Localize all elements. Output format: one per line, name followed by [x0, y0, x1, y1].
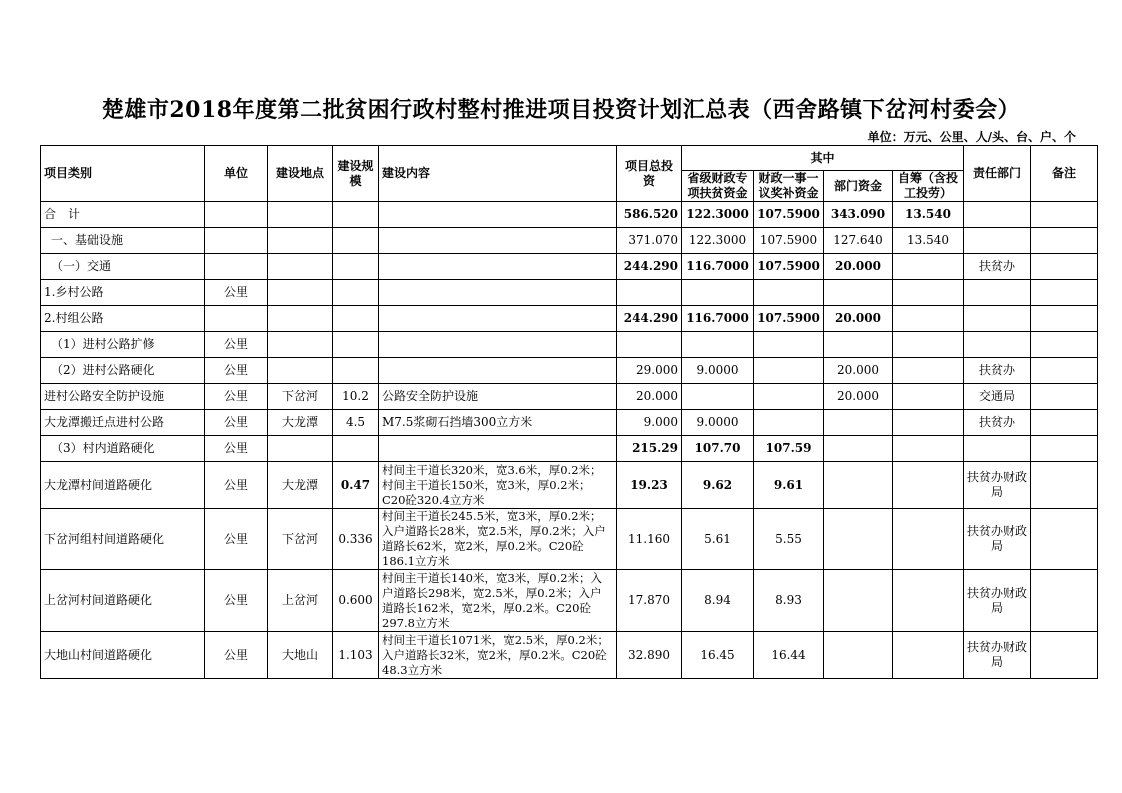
cell-scale: 4.5 [333, 410, 379, 436]
cell-location: 大龙潭 [268, 410, 333, 436]
cell-responsible [964, 280, 1031, 306]
cell-category: （1）进村公路扩修 [41, 332, 205, 358]
cell-total: 586.520 [617, 202, 682, 228]
cell-dept [824, 509, 893, 570]
cell-self [893, 410, 964, 436]
cell-dept [824, 280, 893, 306]
cell-location [268, 202, 333, 228]
table-row [41, 462, 1098, 509]
cell-content: M7.5浆砌石挡墙300立方米 [379, 410, 617, 436]
table-row [41, 254, 1098, 280]
cell-unit: 公里 [205, 384, 268, 410]
table-row [41, 384, 1098, 410]
cell-remarks [1031, 570, 1098, 632]
cell-unit [205, 228, 268, 254]
table-row [41, 509, 1098, 570]
cell-total: 9.000 [617, 410, 682, 436]
cell-total [617, 280, 682, 306]
header-category: 项目类别 [41, 146, 205, 202]
cell-category: 大地山村间道路硬化 [41, 632, 205, 679]
cell-total: 32.890 [617, 632, 682, 679]
cell-one-matter: 5.55 [754, 509, 824, 570]
cell-unit: 公里 [205, 280, 268, 306]
cell-one-matter [754, 410, 824, 436]
cell-content [379, 358, 617, 384]
table-row [41, 436, 1098, 462]
cell-remarks [1031, 358, 1098, 384]
cell-scale: 1.103 [333, 632, 379, 679]
cell-provincial: 122.3000 [682, 202, 754, 228]
cell-one-matter: 107.5900 [754, 254, 824, 280]
cell-content: 村间主干道长245.5米，宽3米，厚0.2米；入户道路长28米，宽2.5米，厚0.2米；入户道路长62米，宽2米，厚0.2米。C20砼186.1立方米 [379, 509, 617, 570]
cell-remarks [1031, 332, 1098, 358]
table-row [41, 410, 1098, 436]
cell-responsible: 交通局 [964, 384, 1031, 410]
cell-remarks [1031, 410, 1098, 436]
cell-scale [333, 254, 379, 280]
cell-responsible [964, 306, 1031, 332]
cell-category: 进村公路安全防护设施 [41, 384, 205, 410]
cell-responsible: 扶贫办 [964, 358, 1031, 384]
cell-provincial: 9.0000 [682, 358, 754, 384]
cell-remarks [1031, 306, 1098, 332]
cell-unit: 公里 [205, 358, 268, 384]
cell-remarks [1031, 632, 1098, 679]
cell-content: 村间主干道长140米，宽3米，厚0.2米；入户道路长298米，宽2.5米，厚0.2米；入户道路长162米，宽2米，厚0.2米。C20砼297.8立方米 [379, 570, 617, 632]
cell-self [893, 280, 964, 306]
page-title: 楚雄市2018年度第二批贫困行政村整村推进项目投资计划汇总表（西舍路镇下岔河村委会） [101, 97, 1021, 123]
cell-category: （3）村内道路硬化 [41, 436, 205, 462]
cell-dept [824, 436, 893, 462]
cell-dept [824, 570, 893, 632]
cell-content: 村间主干道长320米，宽3.6米，厚0.2米；村间主干道长150米，宽3米，厚0.2米；C20砼320.4立方米 [379, 462, 617, 509]
cell-scale [333, 280, 379, 306]
cell-content [379, 306, 617, 332]
cell-self [893, 306, 964, 332]
cell-scale [333, 306, 379, 332]
cell-location [268, 280, 333, 306]
cell-location [268, 436, 333, 462]
cell-responsible: 扶贫办财政局 [964, 509, 1031, 570]
cell-content [379, 436, 617, 462]
cell-content [379, 332, 617, 358]
cell-unit: 公里 [205, 410, 268, 436]
cell-dept: 20.000 [824, 306, 893, 332]
cell-location [268, 332, 333, 358]
cell-total: 371.070 [617, 228, 682, 254]
header-content: 建设内容 [379, 146, 617, 202]
cell-total: 244.290 [617, 254, 682, 280]
cell-category: 大龙潭村间道路硬化 [41, 462, 205, 509]
cell-location [268, 306, 333, 332]
table-row [41, 358, 1098, 384]
cell-one-matter: 9.61 [754, 462, 824, 509]
cell-total [617, 332, 682, 358]
table-row [41, 202, 1098, 228]
cell-location: 大龙潭 [268, 462, 333, 509]
cell-one-matter [754, 332, 824, 358]
cell-unit [205, 202, 268, 228]
cell-self [893, 358, 964, 384]
cell-location: 下岔河 [268, 384, 333, 410]
cell-dept [824, 410, 893, 436]
cell-responsible: 扶贫办财政局 [964, 570, 1031, 632]
header-provincial: 省级财政专项扶贫资金 [682, 171, 754, 202]
cell-location: 下岔河 [268, 509, 333, 570]
cell-remarks [1031, 462, 1098, 509]
cell-unit: 公里 [205, 436, 268, 462]
cell-remarks [1031, 509, 1098, 570]
cell-unit: 公里 [205, 570, 268, 632]
cell-responsible: 扶贫办 [964, 254, 1031, 280]
cell-unit [205, 306, 268, 332]
table-body [41, 202, 1098, 679]
header-responsible: 责任部门 [964, 146, 1031, 202]
unit-note: 单位：万元、公里、人/头、台、户、个 [867, 130, 1076, 144]
cell-scale: 0.600 [333, 570, 379, 632]
cell-provincial: 9.0000 [682, 410, 754, 436]
table-row [41, 570, 1098, 632]
cell-total: 20.000 [617, 384, 682, 410]
header-dept: 部门资金 [824, 171, 893, 202]
cell-scale [333, 358, 379, 384]
cell-provincial: 116.7000 [682, 254, 754, 280]
cell-self: 13.540 [893, 202, 964, 228]
cell-unit [205, 254, 268, 280]
cell-scale [333, 436, 379, 462]
cell-dept: 127.640 [824, 228, 893, 254]
header-total: 项目总投资 [617, 146, 682, 202]
cell-self [893, 632, 964, 679]
header-unit: 单位 [205, 146, 268, 202]
cell-one-matter: 107.5900 [754, 202, 824, 228]
cell-provincial: 16.45 [682, 632, 754, 679]
cell-provincial [682, 384, 754, 410]
cell-dept [824, 332, 893, 358]
cell-provincial [682, 332, 754, 358]
cell-unit: 公里 [205, 632, 268, 679]
cell-location [268, 254, 333, 280]
cell-total: 11.160 [617, 509, 682, 570]
cell-responsible [964, 436, 1031, 462]
cell-provincial: 9.62 [682, 462, 754, 509]
cell-category: 1.乡村公路 [41, 280, 205, 306]
table-row [41, 332, 1098, 358]
cell-one-matter: 107.5900 [754, 306, 824, 332]
cell-one-matter [754, 280, 824, 306]
cell-self [893, 254, 964, 280]
cell-content [379, 202, 617, 228]
cell-scale: 0.47 [333, 462, 379, 509]
cell-dept: 343.090 [824, 202, 893, 228]
cell-content [379, 280, 617, 306]
cell-one-matter [754, 358, 824, 384]
cell-content: 公路安全防护设施 [379, 384, 617, 410]
cell-remarks [1031, 384, 1098, 410]
cell-remarks [1031, 202, 1098, 228]
cell-unit: 公里 [205, 509, 268, 570]
cell-total: 215.29 [617, 436, 682, 462]
cell-category: 大龙潭搬迁点进村公路 [41, 410, 205, 436]
cell-category: （2）进村公路硬化 [41, 358, 205, 384]
header-one-matter: 财政一事一议奖补资金 [754, 171, 824, 202]
cell-responsible: 扶贫办财政局 [964, 632, 1031, 679]
cell-remarks [1031, 280, 1098, 306]
cell-one-matter [754, 384, 824, 410]
cell-total: 17.870 [617, 570, 682, 632]
cell-self: 13.540 [893, 228, 964, 254]
cell-self [893, 332, 964, 358]
cell-location: 大地山 [268, 632, 333, 679]
cell-one-matter: 8.93 [754, 570, 824, 632]
cell-scale [333, 332, 379, 358]
cell-provincial: 122.3000 [682, 228, 754, 254]
cell-category: 一、基础设施 [41, 228, 205, 254]
cell-provincial: 5.61 [682, 509, 754, 570]
cell-responsible [964, 202, 1031, 228]
cell-content: 村间主干道长1071米，宽2.5米，厚0.2米；入户道路长32米，宽2米，厚0.2米。C20砼48.3立方米 [379, 632, 617, 679]
cell-content [379, 228, 617, 254]
cell-unit: 公里 [205, 332, 268, 358]
investment-table [40, 145, 1098, 679]
cell-location: 上岔河 [268, 570, 333, 632]
cell-responsible [964, 228, 1031, 254]
cell-scale: 0.336 [333, 509, 379, 570]
cell-self [893, 570, 964, 632]
table-row [41, 228, 1098, 254]
table-row [41, 632, 1098, 679]
header-self: 自筹（含投工投劳） [893, 171, 964, 202]
cell-total: 29.000 [617, 358, 682, 384]
cell-provincial: 116.7000 [682, 306, 754, 332]
cell-one-matter: 16.44 [754, 632, 824, 679]
cell-provincial: 107.70 [682, 436, 754, 462]
cell-content [379, 254, 617, 280]
cell-provincial [682, 280, 754, 306]
header-location: 建设地点 [268, 146, 333, 202]
header-of-which: 其中 [682, 146, 964, 171]
cell-responsible: 扶贫办 [964, 410, 1031, 436]
cell-responsible: 扶贫办财政局 [964, 462, 1031, 509]
cell-scale [333, 228, 379, 254]
cell-self [893, 462, 964, 509]
cell-remarks [1031, 228, 1098, 254]
cell-scale: 10.2 [333, 384, 379, 410]
cell-remarks [1031, 254, 1098, 280]
cell-responsible [964, 332, 1031, 358]
cell-location [268, 228, 333, 254]
cell-category: 上岔河村间道路硬化 [41, 570, 205, 632]
cell-category: 合 计 [41, 202, 205, 228]
cell-total: 19.23 [617, 462, 682, 509]
cell-self [893, 509, 964, 570]
cell-category: 下岔河组村间道路硬化 [41, 509, 205, 570]
cell-dept [824, 462, 893, 509]
table-row [41, 306, 1098, 332]
cell-dept: 20.000 [824, 384, 893, 410]
cell-dept: 20.000 [824, 358, 893, 384]
cell-dept: 20.000 [824, 254, 893, 280]
cell-dept [824, 632, 893, 679]
cell-self [893, 436, 964, 462]
cell-one-matter: 107.59 [754, 436, 824, 462]
cell-category: 2.村组公路 [41, 306, 205, 332]
cell-one-matter: 107.5900 [754, 228, 824, 254]
header-remarks: 备注 [1031, 146, 1098, 202]
table-row [41, 280, 1098, 306]
cell-location [268, 358, 333, 384]
cell-remarks [1031, 436, 1098, 462]
cell-category: （一）交通 [41, 254, 205, 280]
header-scale: 建设规模 [333, 146, 379, 202]
cell-unit: 公里 [205, 462, 268, 509]
cell-self [893, 384, 964, 410]
cell-total: 244.290 [617, 306, 682, 332]
cell-scale [333, 202, 379, 228]
cell-provincial: 8.94 [682, 570, 754, 632]
